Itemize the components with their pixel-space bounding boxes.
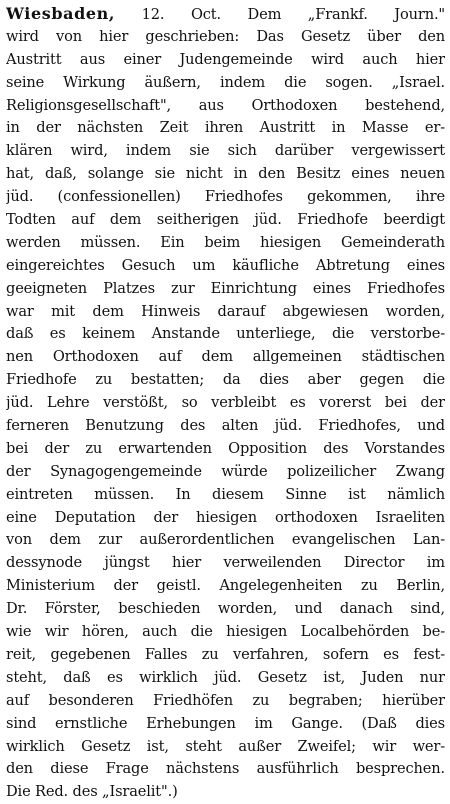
article-line: Austritt aus einer Judengemeinde wird auch hier — [6, 50, 445, 68]
article-line: Ministerium der geistl. Angelegenheiten zu Berlin, — [6, 577, 445, 595]
article-line: hat, daß, solange sie nicht in den Besitz eines neuen — [6, 165, 445, 183]
article-line: eingereichtes Gesuch um käufliche Abtretung eines — [6, 256, 445, 274]
article-line: ferneren Benutzung des alten jüd. Friedhofes, und — [6, 417, 445, 435]
article-line: jüd. (confessionellen) Friedhofes gekommen, ihre — [6, 188, 445, 206]
article-line: geeigneten Platzes zur Einrichtung eines Friedhofes — [6, 279, 445, 297]
article-line: seine Wirkung äußern, indem die sogen. „Israel. — [6, 73, 445, 91]
article-line: wie wir hören, auch die hiesigen Localbehörden be- — [6, 623, 445, 641]
article-line: der Synagogengemeinde würde polizeilicher Zwang — [6, 462, 445, 480]
article-line: wird von hier geschrieben: Das Gesetz über den — [6, 27, 445, 45]
article-first-line — [6, 3, 445, 26]
article-line: wirklich Gesetz ist, steht außer Zweifel; wir wer- — [6, 737, 445, 755]
article-line: bei der zu erwartenden Opposition des Vorstandes — [6, 439, 445, 457]
dateline-rest: 12. Oct. Dem „Frankf. Journ." — [141, 6, 445, 23]
article-line: Todten auf dem seitherigen jüd. Friedhofe beerdigt — [6, 211, 445, 229]
article-line: Religionsgesellschaft", aus Orthodoxen bestehend, — [6, 96, 445, 114]
article-line: jüd. Lehre verstößt, so verbleibt es vorerst bei der — [6, 394, 445, 412]
article-line: werden müssen. Ein beim hiesigen Gemeinderath — [6, 233, 445, 251]
article-line: reit, gegebenen Falles zu verfahren, sofern es fest- — [6, 645, 445, 663]
article-line: eintreten müssen. In diesem Sinne ist nämlich — [6, 485, 445, 503]
article-line: den diese Frage nächstens ausführlich besprechen. — [6, 760, 445, 778]
article-line: in der nächsten Zeit ihren Austritt in Masse er- — [6, 119, 445, 137]
article-last-line: Die Red. des „Israelit".) — [6, 783, 178, 801]
article-line: Dr. Förster, beschieden worden, und danach sind, — [6, 600, 445, 618]
article-line: eine Deputation der hiesigen orthodoxen Israeliten — [6, 508, 445, 526]
article-line: daß es keinem Anstande unterliege, die verstorbe- — [6, 325, 445, 343]
article-line: klären wird, indem sie sich darüber vergewissert — [6, 142, 445, 160]
article-line: war mit dem Hinweis darauf abgewiesen worden, — [6, 302, 445, 320]
article-line: von dem zur außerordentlichen evangelischen Lan- — [6, 531, 445, 549]
article-line: steht, daß es wirklich jüd. Gesetz ist, Juden nur — [6, 668, 445, 686]
article-line: dessynode jüngst hier verweilenden Director im — [6, 554, 445, 572]
article-line: sind ernstliche Erhebungen im Gange. (Daß dies — [6, 714, 445, 732]
article-line: nen Orthodoxen auf dem allgemeinen städtischen — [6, 348, 445, 366]
article-line: Friedhofe zu bestatten; da dies aber gegen die — [6, 371, 445, 389]
article-line: auf besonderen Friedhöfen zu begraben; hierüber — [6, 691, 445, 709]
dateline-place: Wiesbaden, — [6, 4, 116, 23]
